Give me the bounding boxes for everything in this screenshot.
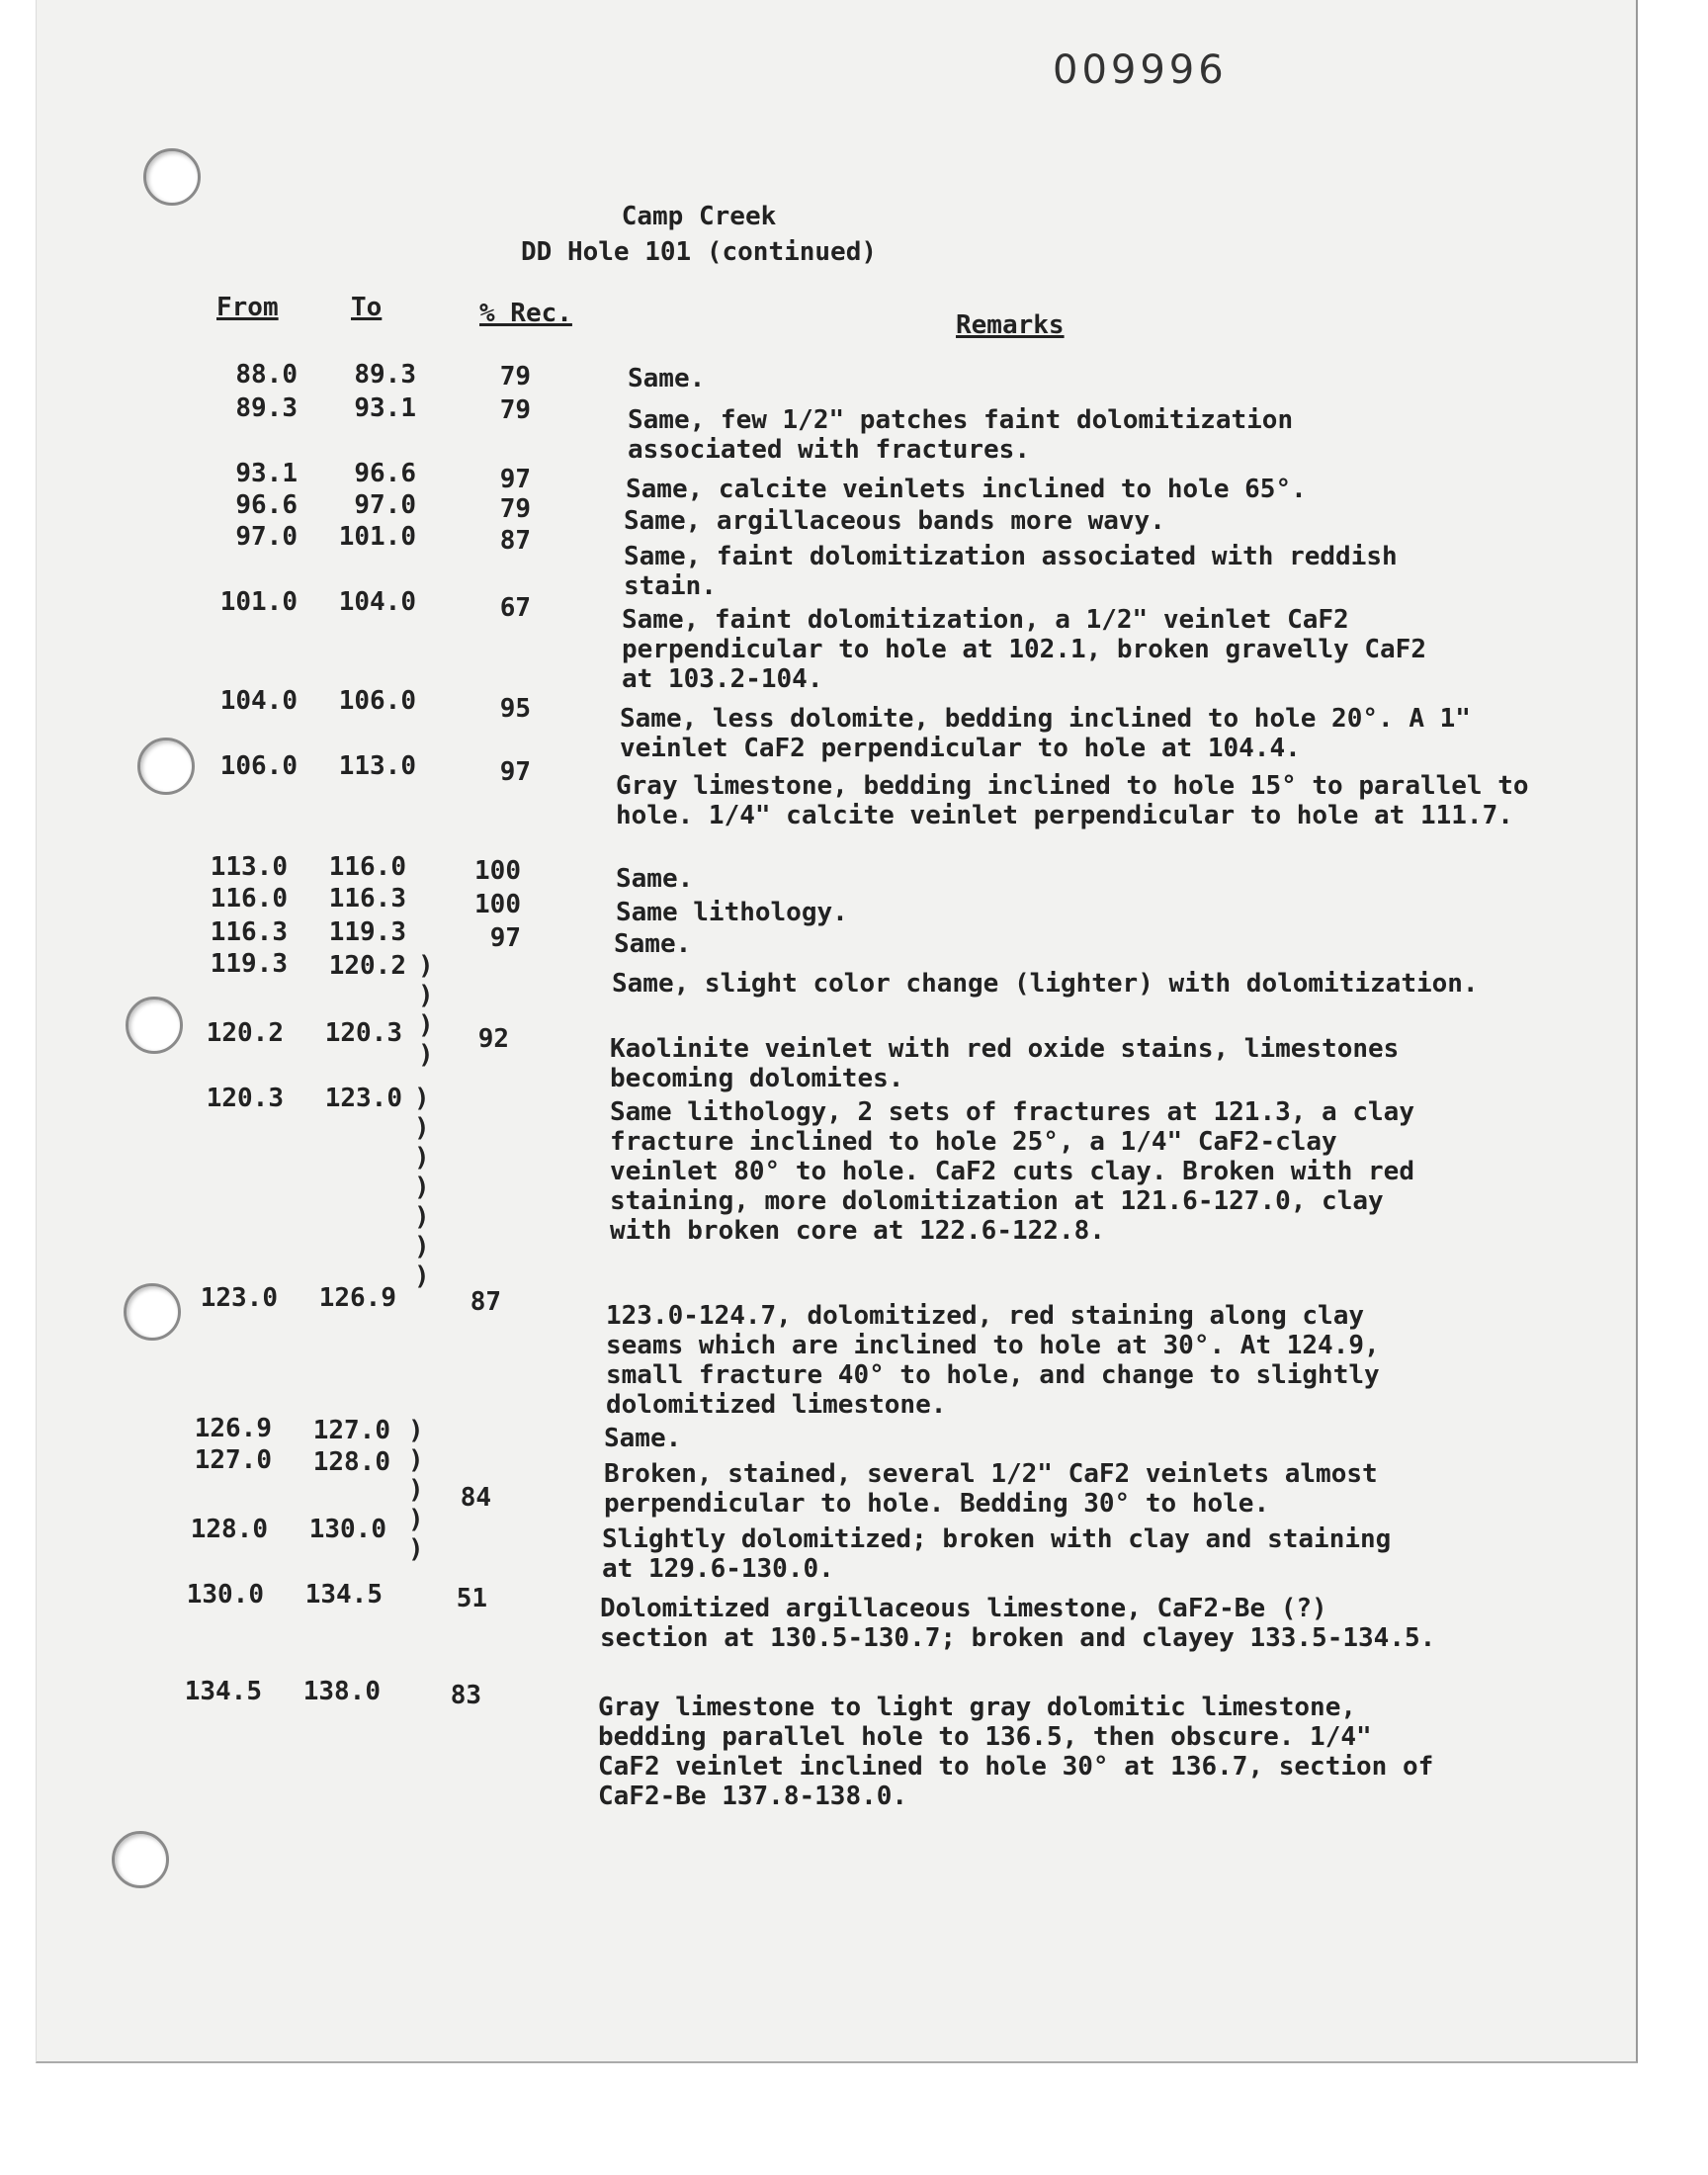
page-title: Camp Creek (621, 202, 777, 231)
from-cell: 88.0 (235, 360, 298, 390)
group-bracket: ) ) ) ) ) ) ) (414, 1084, 430, 1291)
rec-cell: 87 (470, 1287, 501, 1317)
document-number: 009996 (1053, 47, 1228, 93)
from-cell: 120.2 (206, 1018, 284, 1048)
from-cell: 128.0 (190, 1515, 268, 1544)
remark-cell: Same, argillaceous bands more wavy. (624, 506, 1165, 536)
remark-cell: Broken, stained, several 1/2" CaF2 veinlets almost perpendicular to hole. Bedding 30° to hole. (604, 1459, 1378, 1519)
remark-cell: Same, faint dolomitization associated with reddish stain. (624, 542, 1398, 601)
to-cell: 123.0 (324, 1084, 402, 1113)
remark-cell: Gray limestone to light gray dolomitic limestone, bedding parallel hole to 136.5, then obscure. 1/4" CaF2 veinlet inclined to hole 30° at 136.7, section of CaF2-Be 137.8-138.0. (598, 1693, 1434, 1811)
remark-cell: Same. (604, 1424, 682, 1453)
from-cell: 93.1 (235, 459, 298, 488)
from-cell: 116.0 (210, 884, 288, 914)
rec-cell: 100 (474, 856, 521, 886)
to-cell: 116.3 (328, 884, 406, 914)
header-from: From (216, 293, 279, 322)
from-cell: 97.0 (235, 522, 298, 552)
group-bracket: ) ) ) ) (418, 951, 434, 1070)
from-cell: 130.0 (186, 1580, 264, 1610)
remark-cell: Same. (616, 864, 694, 894)
from-cell: 127.0 (194, 1445, 272, 1475)
from-cell: 106.0 (219, 751, 298, 781)
from-cell: 96.6 (235, 490, 298, 520)
from-cell: 126.9 (194, 1414, 272, 1443)
page-subtitle: DD Hole 101 (continued) (520, 237, 878, 267)
document-page (36, 0, 1638, 2063)
rec-cell: 92 (477, 1024, 509, 1054)
to-cell: 104.0 (338, 587, 416, 617)
remark-cell: Slightly dolomitized; broken with clay and staining at 129.6-130.0. (602, 1524, 1392, 1584)
to-cell: 116.0 (328, 852, 406, 882)
remark-cell: Same lithology, 2 sets of fractures at 121.3, a clay fracture inclined to hole 25°, a 1/4" CaF2-clay veinlet 80° to hole. CaF2 cuts clay. Broken with red staining, more dolomitization at 121.6-127.0, clay with broken core at 122.6-122.8. (610, 1097, 1414, 1246)
remark-cell: Same. (614, 929, 692, 959)
remark-cell: Same. (628, 364, 706, 393)
to-cell: 89.3 (354, 360, 416, 390)
rec-cell: 97 (489, 923, 521, 953)
from-cell: 104.0 (219, 686, 298, 716)
rec-cell: 79 (499, 494, 531, 524)
to-cell: 106.0 (338, 686, 416, 716)
from-cell: 120.3 (206, 1084, 284, 1113)
rec-cell: 87 (499, 526, 531, 556)
to-cell: 134.5 (304, 1580, 383, 1610)
header-rec: % Rec. (479, 299, 572, 328)
from-cell: 123.0 (200, 1283, 278, 1313)
to-cell: 97.0 (354, 490, 416, 520)
to-cell: 127.0 (312, 1416, 390, 1445)
remark-cell: Same, calcite veinlets inclined to hole 65°. (626, 475, 1307, 504)
from-cell: 119.3 (210, 949, 288, 979)
rec-cell: 79 (499, 362, 531, 392)
to-cell: 120.3 (324, 1018, 402, 1048)
header-remarks: Remarks (956, 310, 1065, 340)
rec-cell: 100 (474, 890, 521, 919)
to-cell: 113.0 (338, 751, 416, 781)
rec-cell: 83 (450, 1681, 481, 1710)
punch-hole-icon (124, 1283, 181, 1341)
to-cell: 128.0 (312, 1447, 390, 1477)
from-cell: 134.5 (184, 1677, 262, 1706)
header-to: To (351, 293, 383, 322)
rec-cell: 51 (456, 1584, 487, 1613)
punch-hole-icon (143, 148, 201, 206)
to-cell: 119.3 (328, 917, 406, 947)
remark-cell: Same, faint dolomitization, a 1/2" veinlet CaF2 perpendicular to hole at 102.1, broken gravelly CaF2 at 103.2-104. (622, 605, 1426, 694)
from-cell: 113.0 (210, 852, 288, 882)
to-cell: 120.2 (328, 951, 406, 981)
rec-cell: 97 (499, 465, 531, 494)
punch-hole-icon (137, 738, 195, 795)
remark-cell: Same, slight color change (lighter) with dolomitization. (612, 969, 1479, 999)
remark-cell: Same lithology. (616, 898, 848, 927)
rec-cell: 67 (499, 593, 531, 623)
punch-hole-icon (126, 997, 183, 1054)
remark-cell: Kaolinite veinlet with red oxide stains, limestones becoming dolomites. (610, 1034, 1400, 1093)
to-cell: 126.9 (318, 1283, 396, 1313)
from-cell: 116.3 (210, 917, 288, 947)
remark-cell: Same, few 1/2" patches faint dolomitization associated with fractures. (628, 405, 1294, 465)
group-bracket: ) ) ) ) ) (408, 1416, 424, 1564)
to-cell: 96.6 (354, 459, 416, 488)
rec-cell: 79 (499, 395, 531, 425)
rec-cell: 84 (460, 1483, 491, 1513)
rec-cell: 97 (499, 757, 531, 787)
to-cell: 101.0 (338, 522, 416, 552)
remark-cell: Same, less dolomite, bedding inclined to hole 20°. A 1" veinlet CaF2 perpendicular to hole at 104.4. (620, 704, 1471, 763)
remark-cell: 123.0-124.7, dolomitized, red staining along clay seams which are inclined to hole at 30°. At 124.9, small fracture 40° to hole, and change to slightly dolomitized limestone. (606, 1301, 1380, 1420)
punch-hole-icon (112, 1831, 169, 1888)
remark-cell: Gray limestone, bedding inclined to hole 15° to parallel to hole. 1/4" calcite veinlet perpendicular to hole at 111.7. (616, 771, 1529, 830)
from-cell: 101.0 (219, 587, 298, 617)
to-cell: 138.0 (302, 1677, 381, 1706)
from-cell: 89.3 (235, 393, 298, 423)
to-cell: 130.0 (308, 1515, 386, 1544)
to-cell: 93.1 (354, 393, 416, 423)
rec-cell: 95 (499, 694, 531, 724)
remark-cell: Dolomitized argillaceous limestone, CaF2-Be (?) section at 130.5-130.7; broken and clayey 133.5-134.5. (600, 1594, 1436, 1653)
